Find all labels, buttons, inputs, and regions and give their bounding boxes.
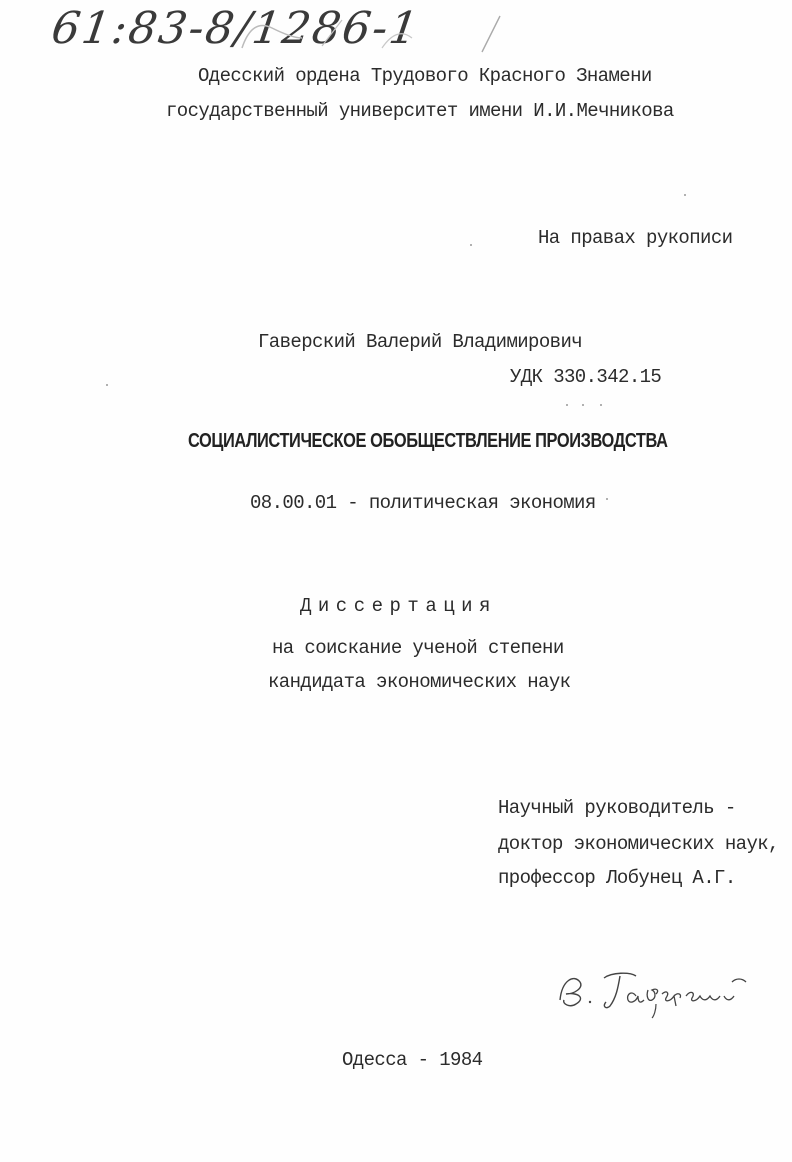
supervisor-line-1: Научный руководитель - [498,797,736,819]
place-and-year: Одесса - 1984 [342,1049,483,1071]
institution-line-2: государственный университет имени И.И.Мечникова [166,100,674,122]
paper-speck [566,404,568,406]
manuscript-rights: На правах рукописи [538,227,733,249]
paper-speck [470,244,472,246]
paper-speck [600,404,602,406]
degree-line-2: кандидата экономических наук [268,671,571,693]
paper-speck [582,404,584,406]
paper-speck [684,194,686,196]
author-name: Гаверский Валерий Владимирович [258,331,583,353]
author-signature [552,960,762,1020]
handwritten-catalog-number: 61:83-8/1286-1 [48,3,423,54]
supervisor-line-3: профессор Лобунец А.Г. [498,867,736,889]
udc-code: УДК 330.342.15 [510,366,662,388]
institution-line-1: Одесский ордена Трудового Красного Знамени [198,65,652,87]
dissertation-title: СОЦИАЛИСТИЧЕСКОЕ ОБОБЩЕСТВЛЕНИЕ ПРОИЗВОДСТВА [188,430,668,452]
supervisor-line-2: доктор экономических наук, [498,833,779,855]
specialty-code: 08.00.01 - политическая экономия [250,492,596,514]
paper-speck [606,498,608,500]
degree-line-1: на соискание ученой степени [272,637,564,659]
work-type: Диссертация [300,595,497,617]
paper-speck [106,384,108,386]
